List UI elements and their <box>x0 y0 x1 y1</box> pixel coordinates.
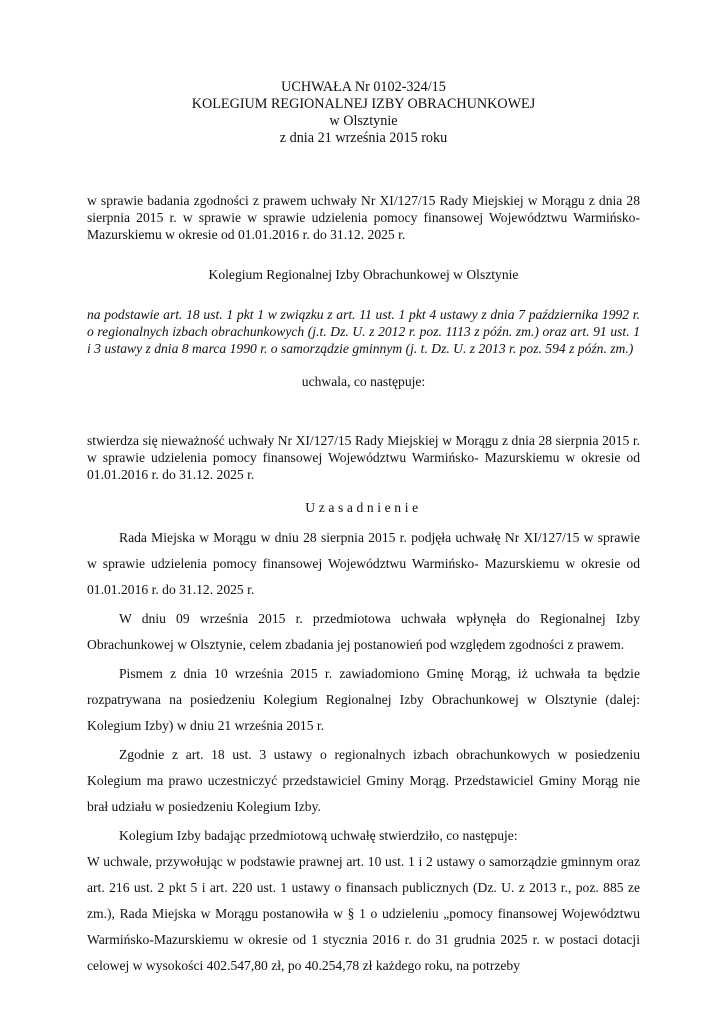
issuing-location: w Olsztynie <box>329 113 398 129</box>
justification-body <box>87 525 640 979</box>
resolution-subject: w sprawie badania zgodności z prawem uchwały Nr XI/127/15 Rady Miejskiej w Morągu z dnia 28 sierpnia 2015 r. w sprawie w sprawie udzielenia pomocy finansowej Województwu Warmińsko- Mazurskiemu w okresie od 01.01.2016 r. do 31.12. 2025 r. <box>87 193 640 242</box>
issuer-line: Kolegium Regionalnej Izby Obrachunkowej w Olsztynie <box>208 267 519 282</box>
document-header <box>87 0 640 147</box>
justification-paragraph: Rada Miejska w Morągu w dniu 28 sierpnia 2015 r. podjęła uchwałę Nr XI/127/15 w sprawie w sprawie udzielenia pomocy finansowej Województwu Warmińsko- Mazurskiemu w okresie od 01.01.2016 r. do 31.12. 2025 r. <box>87 530 640 597</box>
justification-paragraph: W uchwale, przywołując w podstawie prawnej art. 10 ust. 1 i 2 ustawy o samorządzie gminnym oraz art. 216 ust. 2 pkt 5 i art. 220 ust. 1 ustawy o finansach publicznych (Dz. U. z 2013 r., poz. 885 ze zm.), Rada Miejska w Morągu postanowiła w § 1 o udzieleniu „pomocy finansowej Województwu Warmińsko-Mazurskiemu w okresie od 1 stycznia 2016 r. do 31 grudnia 2025 r. w postaci dotacji celowej w wysokości 402.547,80 zł, po 40.254,78 zł każdego roku, na potrzeby <box>87 854 640 973</box>
legal-basis: na podstawie art. 18 ust. 1 pkt 1 w związku z art. 11 ust. 1 pkt 4 ustawy z dnia 7 października 1992 r. o regionalnych izbach obrachunkowych (j.t. Dz. U. z 2012 r. poz. 1113 z późn. zm.) oraz art. 91 ust. 1 i 3 ustawy z dnia 8 marca 1990 r. o samorządzie gminnym (j. t. Dz. U. z 2013 r. poz. 594 z późn. zm.) <box>87 307 640 356</box>
resolution-date: z dnia 21 września 2015 roku <box>279 130 448 146</box>
justification-title: Uzasadnienie <box>305 500 422 515</box>
resolves-line: uchwala, co następuje: <box>301 374 426 389</box>
resolution-number: UCHWAŁA Nr 0102-324/15 <box>281 79 446 95</box>
justification-paragraph: Kolegium Izby badając przedmiotową uchwałę stwierdziło, co następuje: <box>119 828 518 843</box>
justification-paragraph: Pismem z dnia 10 września 2015 r. zawiadomiono Gminę Morąg, iż uchwała ta będzie rozpatrywana na posiedzeniu Kolegium Regionalnej Izby Obrachunkowej w Olsztynie (dalej: Kolegium Izby) w dniu 21 września 2015 r. <box>87 666 640 733</box>
justification-paragraph: W dniu 09 września 2015 r. przedmiotowa uchwała wpłynęła do Regionalnej Izby Obrachunkowej w Olsztynie, celem zbadania jej postanowień pod względem zgodności z prawem. <box>87 611 640 652</box>
issuing-body: KOLEGIUM REGIONALNEJ IZBY OBRACHUNKOWEJ <box>191 96 536 112</box>
justification-paragraph: Zgodnie z art. 18 ust. 3 ustawy o regionalnych izbach obrachunkowych w posiedzeniu Kolegium ma prawo uczestniczyć przedstawiciel Gminy Morąg. Przedstawiciel Gminy Morąg nie brał udziału w posiedzeniu Kolegium Izby. <box>87 747 640 814</box>
decision-text: stwierdza się nieważność uchwały Nr XI/127/15 Rady Miejskiej w Morągu z dnia 28 sierpnia 2015 r. w sprawie udzielenia pomocy finansowej Województwu Warmińsko- Mazurskiemu w okresie od 01.01.2016 r. do 31.12. 2025 r. <box>87 433 640 482</box>
